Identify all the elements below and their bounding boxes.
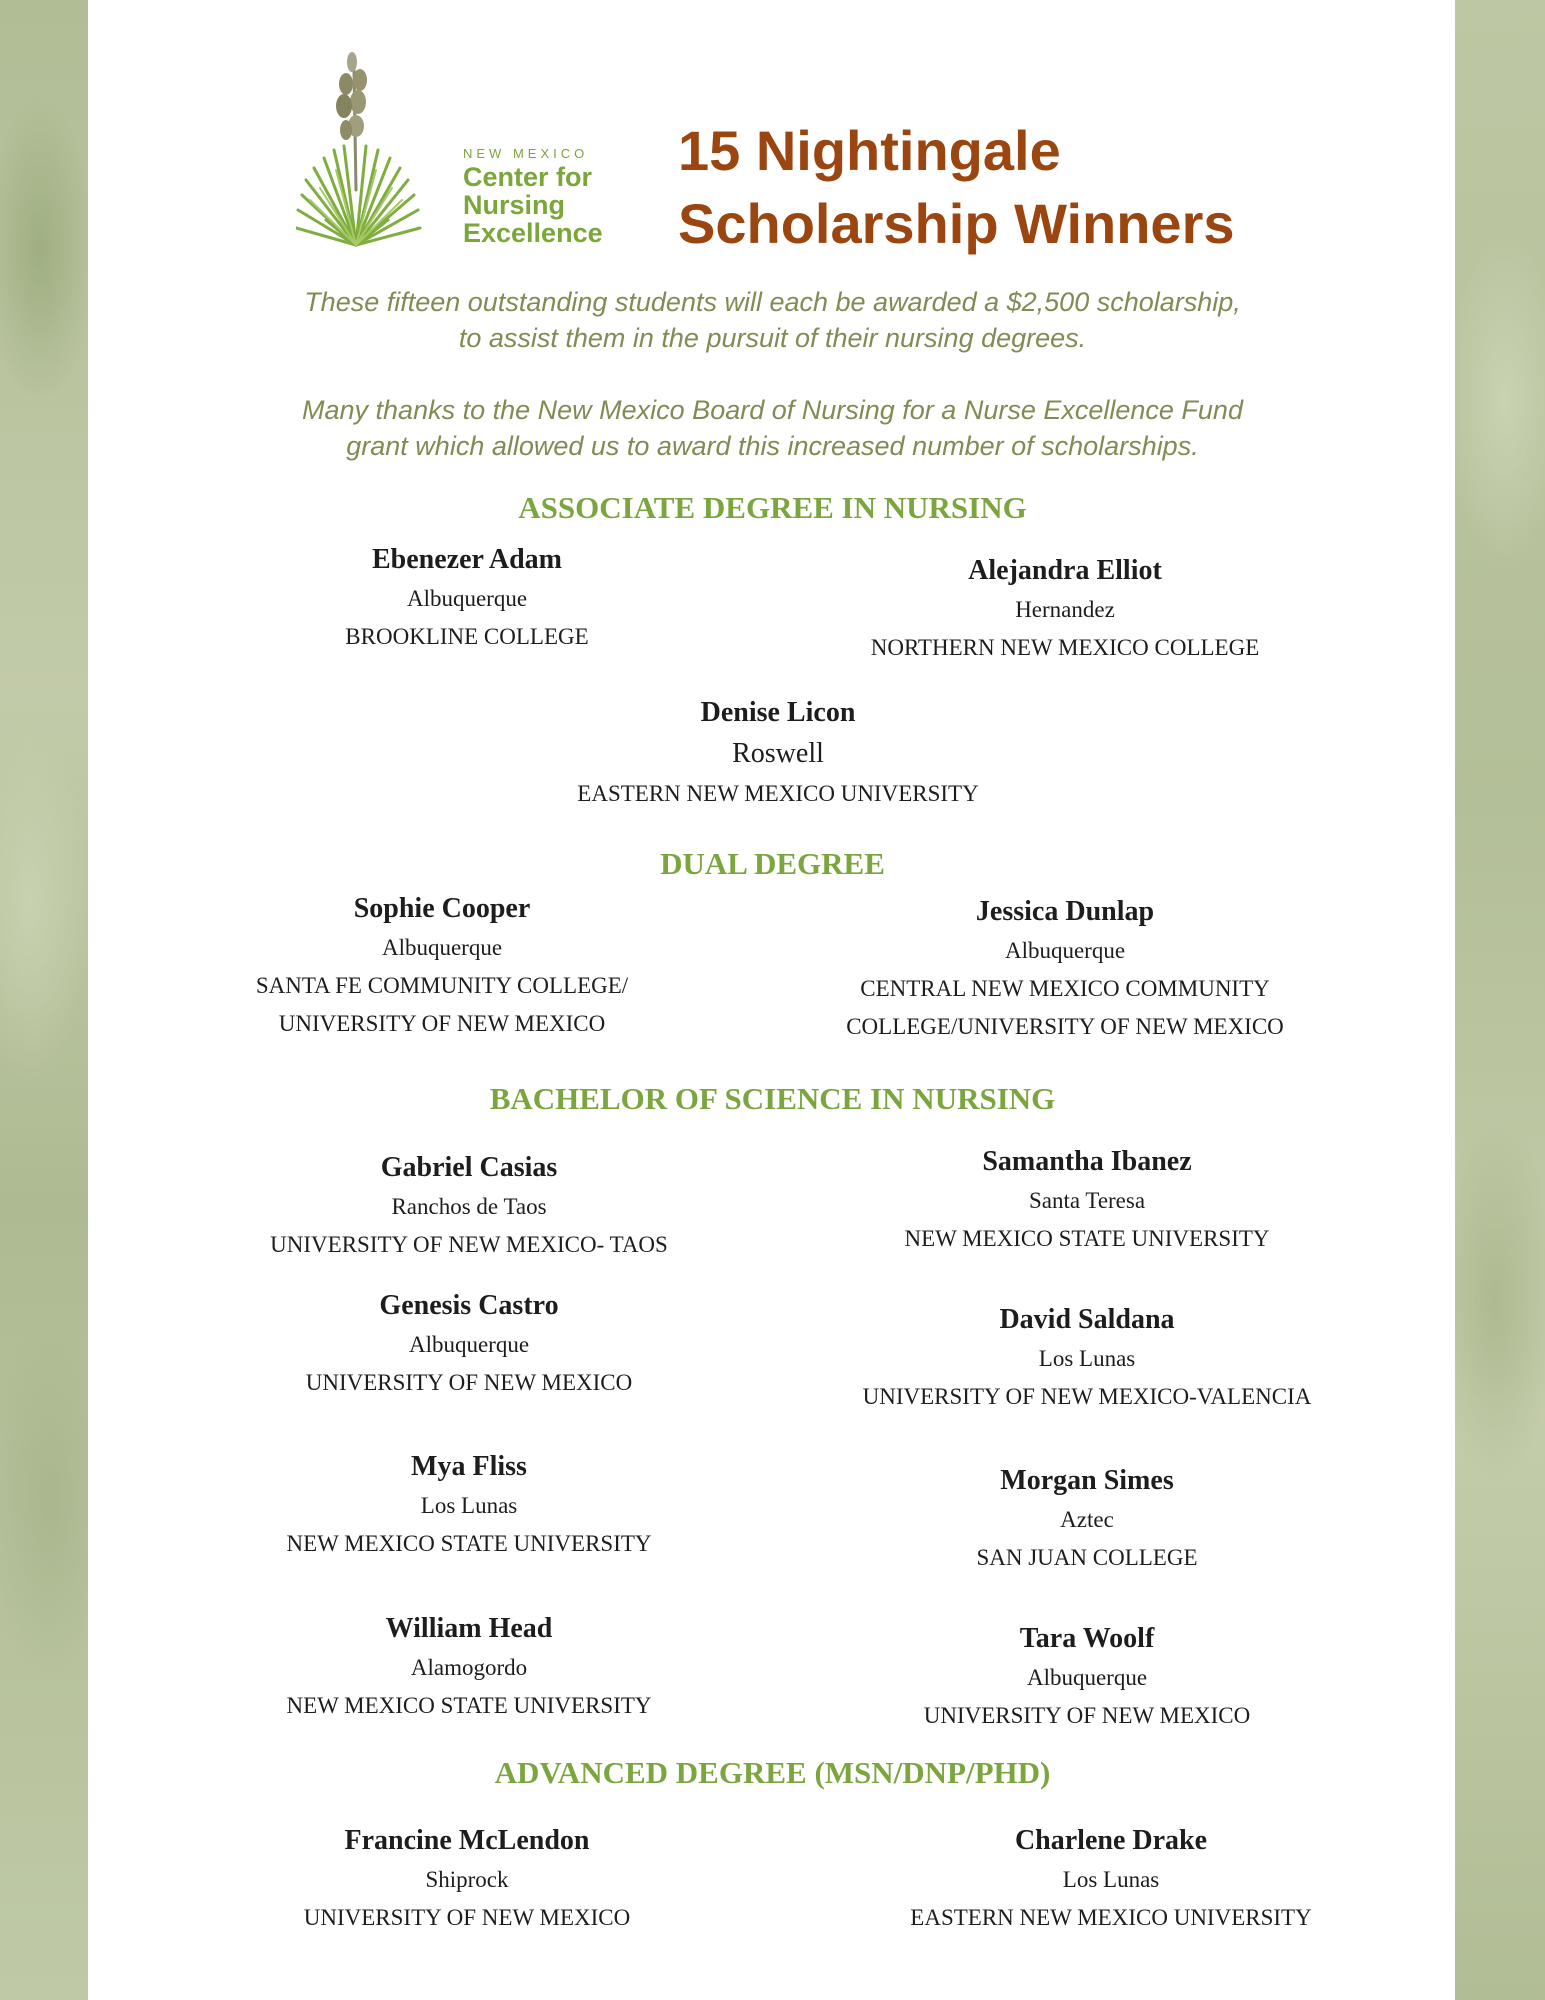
winner-city: Roswell <box>732 738 824 769</box>
winner-city: Alamogordo <box>410 1655 528 1680</box>
winner-name: Genesis Castro <box>379 1290 559 1321</box>
section-heading-adn: ASSOCIATE DEGREE IN NURSING <box>518 490 1027 525</box>
winner-card <box>468 693 1088 813</box>
section-heading-dual: DUAL DEGREE <box>660 846 885 881</box>
winner-name: Francine McLendon <box>344 1825 590 1856</box>
winner-card <box>777 1619 1397 1735</box>
winner-card <box>132 889 752 1043</box>
winner-school: UNIVERSITY OF NEW MEXICO-VALENCIA <box>862 1384 1312 1409</box>
winner-card <box>777 1300 1397 1416</box>
winner-card <box>159 1609 779 1725</box>
winner-name: Tara Woolf <box>1019 1623 1155 1654</box>
winner-school: UNIVERSITY OF NEW MEXICO <box>305 1370 633 1395</box>
winner-school: NEW MEXICO STATE UNIVERSITY <box>286 1531 652 1556</box>
intro-p2-line-2: grant which allowed us to award this increased number of scholarships. <box>346 431 1199 461</box>
intro-paragraph-2 <box>0 392 1545 464</box>
winner-name: Charlene Drake <box>1014 1825 1208 1856</box>
intro-paragraph-1 <box>0 284 1545 356</box>
winner-name: William Head <box>385 1613 553 1644</box>
winner-card <box>777 1142 1397 1258</box>
winner-school-line-1: CENTRAL NEW MEXICO COMMUNITY <box>860 976 1270 1001</box>
winner-school: NORTHERN NEW MEXICO COLLEGE <box>870 635 1260 660</box>
winner-card <box>157 1821 777 1937</box>
winner-city: Santa Teresa <box>1028 1188 1146 1213</box>
winner-school: UNIVERSITY OF NEW MEXICO <box>303 1905 631 1930</box>
winner-city: Albuquerque <box>1026 1665 1148 1690</box>
winner-card <box>755 892 1375 1046</box>
winner-card <box>159 1148 779 1264</box>
logo-state-label: NEW MEXICO <box>463 146 589 161</box>
winner-name: Ebenezer Adam <box>371 544 563 575</box>
winner-card <box>159 1286 779 1402</box>
winner-school: NEW MEXICO STATE UNIVERSITY <box>286 1693 652 1718</box>
winner-card <box>777 1461 1397 1577</box>
winner-city: Los Lunas <box>1062 1867 1160 1892</box>
winner-school: UNIVERSITY OF NEW MEXICO- TAOS <box>270 1232 668 1257</box>
winner-name: Mya Fliss <box>411 1451 527 1482</box>
winner-card <box>157 540 777 656</box>
winner-school: SAN JUAN COLLEGE <box>976 1545 1198 1570</box>
intro-p2-line-1: Many thanks to the New Mexico Board of Nursing for a Nurse Excellence Fund <box>302 395 1243 425</box>
intro-p1-line-2: to assist them in the pursuit of their nursing degrees. <box>458 323 1087 353</box>
winner-name: Jessica Dunlap <box>975 896 1155 927</box>
winner-city: Hernandez <box>1015 597 1115 622</box>
logo-line-excellence: Excellence <box>463 218 603 248</box>
winner-school: BROOKLINE COLLEGE <box>345 624 589 649</box>
winner-school-line-2: UNIVERSITY OF NEW MEXICO <box>278 1011 606 1036</box>
winner-city: Shiprock <box>425 1867 509 1892</box>
winner-city: Albuquerque <box>408 1332 530 1357</box>
winner-school: EASTERN NEW MEXICO UNIVERSITY <box>910 1905 1312 1930</box>
logo-line-nursing: Nursing <box>463 190 566 220</box>
winner-school-line-1: SANTA FE COMMUNITY COLLEGE/ <box>255 973 629 998</box>
winner-card <box>755 551 1375 667</box>
winner-card <box>159 1447 779 1563</box>
winner-city: Los Lunas <box>420 1493 518 1518</box>
winner-city: Albuquerque <box>381 935 503 960</box>
winner-school: EASTERN NEW MEXICO UNIVERSITY <box>577 781 979 806</box>
page-title <box>678 114 1338 260</box>
logo-line-center: Center for <box>463 162 593 192</box>
winner-city: Albuquerque <box>1004 938 1126 963</box>
winner-name: Morgan Simes <box>1000 1465 1174 1496</box>
winner-school-line-2: COLLEGE/UNIVERSITY OF NEW MEXICO <box>846 1014 1284 1039</box>
winner-name: Denise Licon <box>700 697 856 728</box>
winner-name: Alejandra Elliot <box>968 555 1162 586</box>
winner-city: Los Lunas <box>1038 1346 1136 1371</box>
title-line-1: 15 Nightingale <box>678 119 1061 182</box>
title-line-2: Scholarship Winners <box>678 192 1235 255</box>
logo-wordmark <box>463 146 603 247</box>
winner-name: Samantha Ibanez <box>982 1146 1192 1177</box>
section-heading-advanced: ADVANCED DEGREE (MSN/DNP/PHD) <box>494 1755 1051 1790</box>
winner-name: Gabriel Casias <box>380 1152 558 1183</box>
winner-name: Sophie Cooper <box>353 893 531 924</box>
winner-city: Ranchos de Taos <box>391 1194 547 1219</box>
winner-card <box>801 1821 1421 1937</box>
intro-p1-line-1: These fifteen outstanding students will each be awarded a $2,500 scholarship, <box>304 287 1241 317</box>
section-heading-bsn: BACHELOR OF SCIENCE IN NURSING <box>489 1081 1056 1116</box>
winner-school: UNIVERSITY OF NEW MEXICO <box>923 1703 1251 1728</box>
winner-school: NEW MEXICO STATE UNIVERSITY <box>904 1226 1270 1251</box>
winner-city: Aztec <box>1060 1507 1114 1532</box>
winner-city: Albuquerque <box>406 586 528 611</box>
winner-name: David Saldana <box>999 1304 1175 1335</box>
